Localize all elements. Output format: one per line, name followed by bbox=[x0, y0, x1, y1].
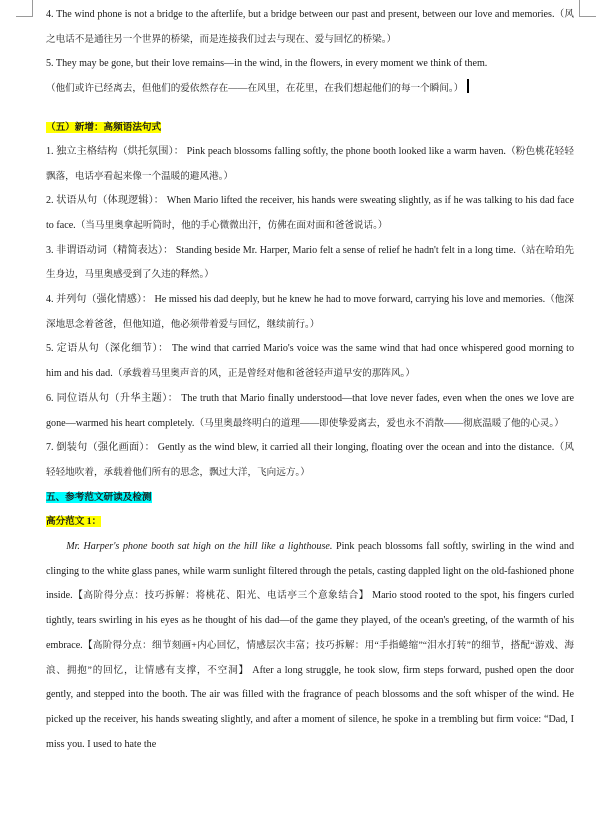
grammar-item-1-chinese: （粉色桃花轻轻飘落，电话亭看起来像一个温暖的避风港。） bbox=[46, 145, 574, 182]
paragraph-item-4 bbox=[46, 3, 574, 52]
grammar-heading-text: （五）新增：高频语法句式 bbox=[46, 121, 162, 133]
spacer bbox=[46, 102, 574, 113]
grammar-item-3-chinese: （站在哈珀先生身边，马里奥感受到了久违的释然。） bbox=[46, 244, 575, 281]
item-5-english: 5. They may be gone, but their love remains—in the wind, in the flowers, in every moment we think of them. bbox=[46, 58, 488, 70]
sample-essay-heading-text: 高分范文 1： bbox=[46, 516, 102, 528]
grammar-item-7 bbox=[46, 436, 574, 485]
sample-text-2: Mario stood rooted to the spot, his fingers curled tightly, tears swirling in his eyes as he thought of his dad—of the game they played, of the ocean's greeting, of the warmth of his embrace. bbox=[46, 590, 574, 651]
sample-note-1: 【高阶得分点：技巧拆解：将桃花、阳光、电话亭三个意象结合】 bbox=[72, 590, 369, 602]
document-body[interactable] bbox=[46, 3, 574, 757]
sample-essay-heading bbox=[46, 510, 574, 535]
page-corner-mark-left bbox=[16, 0, 33, 17]
grammar-item-6-english: 6. 同位语从句（升华主题）： The truth that Mario finally understood—that love never fades, even when the ones we love are gone—warmed his heart completely. bbox=[46, 392, 574, 429]
sample-text-1: Pink peach blossoms fall softly, swirling in the wind and clinging to the white glass panes, while warm sunlight filtered through the petals, casting dappled light on the old-fashioned phone inside. bbox=[46, 541, 574, 602]
section-heading-five bbox=[46, 486, 574, 511]
grammar-item-2-english: 2. 状语从句（体现逻辑）： When Mario lifted the receiver, his hands were sweating slightly, as if he was talking to his dad face to face. bbox=[46, 195, 574, 231]
grammar-item-4-chinese: （他深深地思念着爸爸，但他知道，他必须带着爱与回忆，继续前行。） bbox=[46, 294, 574, 330]
grammar-item-6 bbox=[46, 387, 574, 436]
grammar-item-3-english: 3. 非谓语动词（精简表达）： Standing beside Mr. Harper, Mario felt a sense of relief he hadn't felt in a long time. bbox=[46, 244, 516, 256]
grammar-item-4-english: 4. 并列句（强化情感）： He missed his dad deeply, but he knew he had to move forward, carrying his love and memories. bbox=[46, 294, 546, 306]
grammar-item-5-english: 5. 定语从句（深化细节）： The wind that carried Mario's voice was the same wind that had once whispered good morning to him and his dad. bbox=[46, 343, 574, 380]
sample-opening-sentence: Mr. Harper's phone booth sat high on the hill like a lighthouse. bbox=[66, 541, 333, 553]
sample-note-2: 【高阶得分点：细节刻画+内心回忆，情感层次丰富；技巧拆解：用“手指蜷缩”“泪水打转”的细节，搭配“游戏、海浪、拥抱”的回忆，让情感有支撑，不空洞】 bbox=[46, 639, 574, 676]
grammar-item-7-english: 7. 倒装句（强化画面）： Gently as the wind blew, it carried all their longing, floating over the ocean and into the distance. bbox=[46, 442, 555, 454]
grammar-item-2 bbox=[46, 189, 574, 238]
grammar-item-1-english: 1. 独立主格结构（烘托氛围）： Pink peach blossoms falling softly, the phone booth looked like a warm haven. bbox=[46, 145, 506, 157]
item-5-chinese: （他们或许已经离去，但他们的爱依然存在——在风里，在花里，在我们想起他们的每一个瞬间。） bbox=[46, 83, 464, 95]
section-five-heading-text: 五、参考范文研读及检测 bbox=[46, 491, 152, 503]
grammar-item-6-chinese: （马里奥最终明白的道理——即使挚爱离去，爱也永不消散——彻底温暖了他的心灵。） bbox=[194, 417, 564, 429]
item-4-chinese: （风之电话不是通往另一个世界的桥梁，而是连接我们过去与现在、爱与回忆的桥梁。） bbox=[46, 9, 574, 45]
grammar-item-3 bbox=[46, 239, 574, 288]
sample-essay-paragraph bbox=[46, 535, 574, 757]
grammar-item-7-chinese: （风轻轻地吹着，承载着他们所有的思念，飘过大洋，飞向远方。） bbox=[46, 442, 575, 478]
paragraph-item-5 bbox=[46, 52, 574, 77]
text-cursor bbox=[467, 79, 469, 93]
grammar-item-5-chinese: （承载着马里奥声音的风，正是曾经对他和爸爸轻声道早安的那阵风。） bbox=[112, 368, 415, 380]
sample-text-3: After a long struggle, he took slow, firm steps forward, pushed open the door gently, and stepped into the booth. The air was filled with the fragrance of peach blossoms and the soft whisper of the wind. He picked up the receiver, his hands sweating slightly, and after a moment of silence, he spoke in a trembling but firm voice: “Dad, I miss you. I used to hate the bbox=[46, 664, 574, 750]
grammar-item-4 bbox=[46, 288, 574, 337]
grammar-item-1 bbox=[46, 140, 574, 189]
item-4-english: 4. The wind phone is not a bridge to the afterlife, but a bridge between our past and present, between our love and memories. bbox=[46, 9, 555, 20]
paragraph-item-5-translation bbox=[46, 77, 574, 102]
grammar-item-2-chinese: （当马里奥拿起听筒时，他的手心微微出汗，仿佛在面对面和爸爸说话。） bbox=[75, 219, 388, 231]
grammar-item-5 bbox=[46, 337, 574, 386]
page-corner-mark-right bbox=[579, 0, 596, 17]
section-heading-grammar bbox=[46, 116, 574, 140]
